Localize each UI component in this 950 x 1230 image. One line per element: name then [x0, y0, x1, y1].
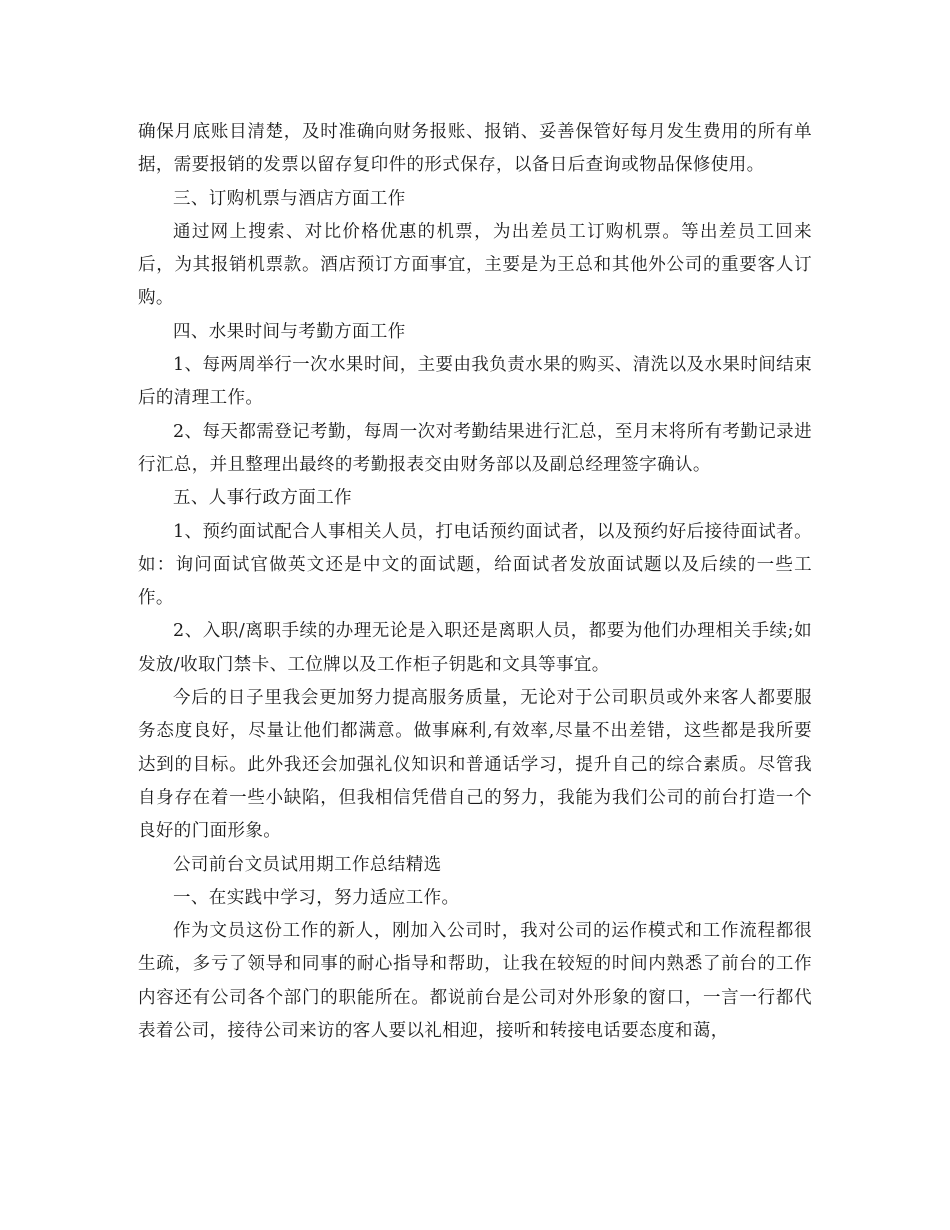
paragraph: 确保月底账目清楚，及时准确向财务报账、报销、妥善保管好每月发生费用的所有单据，需要报销的发票以留存复印件的形式保存，以备日后查询或物品保修使用。: [138, 122, 812, 176]
section-heading: 五、人事行政方面工作: [173, 488, 352, 509]
paragraph: 1、预约面试配合人事相关人员，打电话预约面试者，以及预约好后接待面试者。如：询问面试官做英文还是中文的面试题，给面试者发放面试题以及后续的一些工作。: [138, 521, 812, 609]
paragraph: 2、入职/离职手续的办理无论是入职还是离职人员，都要为他们办理相关手续;如发放/收取门禁卡、工位牌以及工作柜子钥匙和文具等事宜。: [138, 621, 812, 675]
document-body: [138, 116, 812, 1048]
section-heading: 四、水果时间与考勤方面工作: [173, 321, 406, 342]
paragraph: 作为文员这份工作的新人，刚加入公司时，我对公司的运作模式和工作流程都很生疏，多亏了领导和同事的耐心指导和帮助，让我在较短的时间内熟悉了前台的工作内容还有公司各个部门的职能所在。都说前台是公司对外形象的窗口，一言一行都代表着公司，接待公司来访的客人要以礼相迎，接听和转接电话要态度和蔼，: [138, 921, 812, 1042]
section-heading: 三、订购机票与酒店方面工作: [173, 188, 406, 209]
paragraph: 今后的日子里我会更加努力提高服务质量，无论对于公司职员或外来客人都要服务态度良好，尽量让他们都满意。做事麻利,有效率,尽量不出差错，这些都是我所要达到的目标。此外我还会加强礼仪知识和普通话学习，提升自己的综合素质。尽管我自身存在着一些小缺陷，但我相信凭借自己的努力，我能为我们公司的前台打造一个良好的门面形象。: [138, 688, 812, 842]
paragraph: 1、每两周举行一次水果时间，主要由我负责水果的购买、清洗以及水果时间结束后的清理工作。: [138, 355, 812, 409]
section-heading: 一、在实践中学习，努力适应工作。: [173, 887, 460, 908]
article-title: 公司前台文员试用期工作总结精选: [173, 854, 442, 875]
paragraph: 2、每天都需登记考勤，每周一次对考勤结果进行汇总，至月末将所有考勤记录进行汇总，并且整理出最终的考勤报表交由财务部以及副总经理签字确认。: [138, 421, 812, 475]
paragraph: 通过网上搜索、对比价格优惠的机票，为出差员工订购机票。等出差员工回来后，为其报销机票款。酒店预订方面事宜，主要是为王总和其他外公司的重要客人订购。: [138, 221, 812, 309]
